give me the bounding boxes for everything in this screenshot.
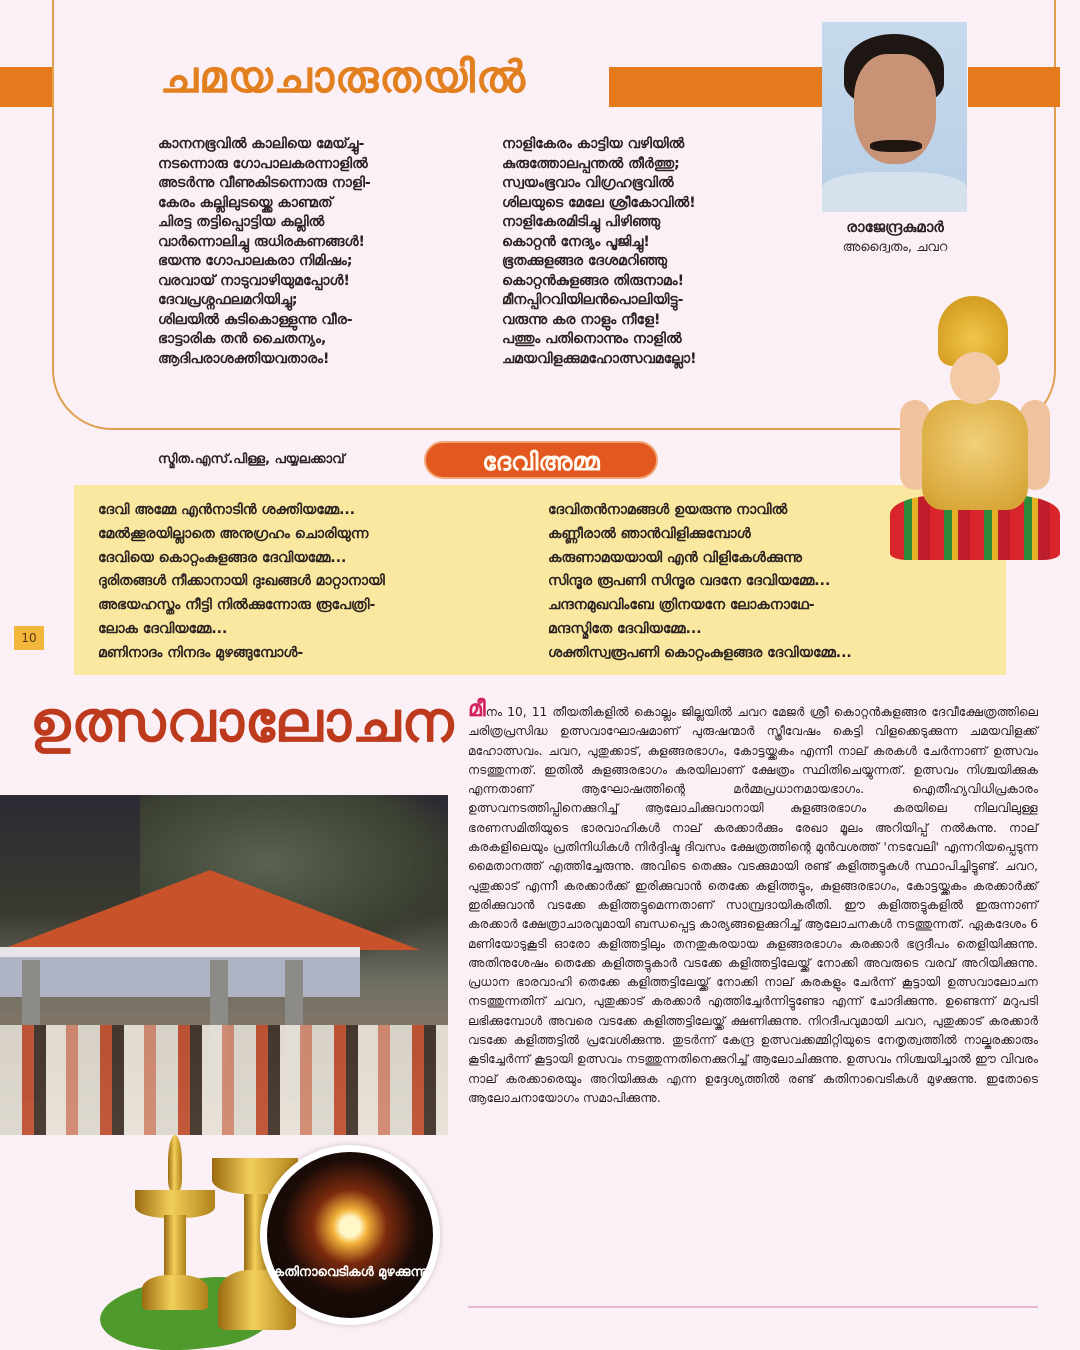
poem2-column-right	[548, 499, 852, 666]
page-number: 10	[14, 626, 44, 650]
poem-line: ഭൂതക്കുളങ്ങര ദേശമറിഞ്ഞു	[502, 253, 667, 269]
poem-line: അടർന്നു വീണുകിടന്നൊരു നാളി-	[158, 175, 371, 191]
poem2-byline: സ്മിത.എസ്.പിള്ള, പയ്യലക്കാവ്	[158, 452, 345, 467]
temple-roof	[0, 870, 420, 950]
poem-line: കാനനഭൂവിൽ കാലിയെ മേയ്ച്ചു-	[158, 136, 365, 152]
poem-line: കുരുത്തോലപ്പന്തൽ തീർത്തു;	[502, 155, 680, 172]
poem-line: ആദിപരാശക്തിയവതാരം!	[158, 350, 330, 367]
poem-line: അഭയഹസ്തം നീട്ടി നിൽക്കുന്നോരു രൂപേത്രി-	[98, 597, 376, 614]
poem2-title-badge: ദേവിഅമ്മ	[424, 441, 658, 479]
poem-line: ദുരിതങ്ങൾ നീക്കാനായി ദുഃഖങ്ങൾ മാറ്റാനായി	[98, 573, 385, 590]
poem-line: കൊറ്റൻകുളങ്ങര തിരുനാമം!	[502, 272, 684, 289]
temple-scene-photo	[0, 795, 448, 1135]
author-photo	[822, 22, 967, 212]
article-divider	[468, 1306, 1038, 1308]
poem-line: ഭാട്ടാരിക തൻ ചൈതന്യം,	[158, 331, 327, 347]
lamp-cup	[135, 1190, 215, 1218]
poem-line: മേൽക്കൂരയില്ലാതെ അനുഗ്രഹം ചൊരിയുന്ന	[98, 525, 369, 542]
lamp-finial	[168, 1135, 182, 1190]
deity-body	[922, 400, 1028, 510]
author-photo-mustache	[870, 140, 922, 152]
poem-line: ചന്ദനമുഖവിംബേ ത്രിനയനേ ലോകനാഥേ-	[548, 597, 815, 614]
poem1-title: ചമയചാരുതയിൽ	[160, 52, 526, 103]
poem-line: ലോക ദേവിയമ്മേ...	[98, 620, 228, 637]
poem2-column-left	[98, 499, 385, 666]
poem1-column-left	[158, 135, 371, 369]
article-text: നം 10, 11 തീയതികളിൽ കൊല്ലം ജില്ലയിൽ ചവറ മേജർ ശ്രീ കൊറ്റൻകുളങ്ങര ദേവീക്ഷേത്രത്തിലെ ചരിത്രപ്രസിദ്ധ ഉത്സവാഘോഷമാണ് പുരുഷന്മാർ സ്ത്രീവേഷം കെട്ടി വിളക്കെടുക്കുന്ന ചമയവിളക്ക് മഹോത്സവം. ചവറ, പുതുക്കാട്, കുളങ്ങരഭാഗം, കോട്ടയ്ക്കകം എന്നീ നാല് കരകൾ ചേർന്നാണ് ഉത്സവം നടത്തുന്നത്. ഇതിൽ കുളങ്ങരഭാഗം കരയിലാണ് ക്ഷേത്രം സ്ഥിതിചെയ്യുന്നത്. ഉത്സവം നിശ്ചയിക്കുക എന്നതാണ് ആഘോഷത്തിന്റെ മർമ്മപ്രധാനമായഭാഗം. ഐതീഹ്യവിധിപ്രകാരം ഉത്സവനടത്തിപ്പിനെക്കുറിച്ച് ആലോചിക്കുവാനായി കുളങ്ങരഭാഗം കരയിലെ നിലവിലുള്ള ഭരണസമിതിയുടെ ഭാരവാഹികൾ നാല് കരക്കാർക്കും രേഖാ മൂലം അറിയിപ്പ് നൽകുന്നു. നാല് കരകളിലെയും പ്രതിനിധികൾ നിർദ്ദിഷ്ട ദിവസം ക്ഷേത്രത്തിന്റെ മുൻവശത്ത് 'നടവേലി' എന്നറിയപ്പെടുന്ന മൈതാനത്ത് എത്തിച്ചേരുന്നു. അവിടെ തെക്കും വടക്കുമായി രണ്ട് കളിത്തട്ടുകൾ സ്ഥാപിച്ചിട്ടുണ്ട്. ചവറ, പുതുക്കാട് എന്നീ കരക്കാർക്ക് ഇരിക്കുവാൻ തെക്കേ കളിത്തട്ടും, കുളങ്ങരഭാഗം, കോട്ടയ്ക്കകം കരക്കാർക്ക് ഇരിക്കുവാൻ വടക്കേ കളിത്തട്ടുമെന്നതാണ് സാമ്പ്രദായികരീതി. ഈ കളിത്തട്ടുകളിൽ ഇരുന്നാണ് കരക്കാർ ക്ഷേത്രാചാരവുമായി ബന്ധപ്പെട്ട കാര്യങ്ങളെക്കുറിച്ച് ആലോചനകൾ നടത്തുന്നത്. ഏകദേശം 6 മണിയോടുകൂടി ഓരോ കളിത്തട്ടിലും തനതുകരയായ കുളങ്ങരഭാഗം കരക്കാർ ഭദ്രദീപം തെളിയിക്കുന്നു. അതിനുശേഷം തെക്കേ കളിത്തട്ടുകാർ വടക്കേ കളിത്തട്ടിലേയ്ക്ക് നോക്കി അവരുടെ വരവ് അറിയിക്കുന്നു. പ്രധാന ഭാരവാഹി തെക്കേ കളിത്തട്ടിലേയ്ക്ക് നോക്കി നാല് കരകളും ചേർന്ന് കൂട്ടായി ഉത്സവാലോചന നടത്തുന്നതിന് ചവറ, പുതുക്കാട് കരക്കാർ എത്തിച്ചേർന്നിട്ടുണ്ടോ എന്ന് ചോദിക്കുന്നു. ഉണ്ടെന്ന് മറുപടി ലഭിക്കുമ്പോൾ അവരെ വടക്കേ കളിത്തട്ടിലേയ്ക്ക് ക്ഷണിക്കുന്നു. നിറദീപവുമായി ചവറ, പുതുക്കാട് കരക്കാർ വടക്കേ കളിത്തട്ടിൽ പ്രവേശിക്കുന്നു. തുടർന്ന് കേന്ദ്ര ഉത്സവക്കമ്മിറ്റിയുടെ നേതൃത്വത്തിൽ നാല്കരക്കാരും കൂടിച്ചേർന്ന് കൂട്ടായി ഉത്സവം നടത്തുന്നതിനെക്കുറിച്ച് ആലോചിക്കുന്നു. ഉത്സവം നിശ്ചയിച്ചാൽ ഈ വിവരം നാല് കരക്കാരെയും അറിയിക്കുക എന്ന ഉദ്ദേശ്യത്തിൽ രണ്ട് കതിനാവെടികൾ മുഴക്കുന്നു. ഇതോടെ ആലോചനായോഗം സമാപിക്കുന്നു.	[468, 705, 1038, 1105]
poem-line: നടന്നൊരു ഗോപാലകരന്നാളിൽ	[158, 155, 368, 172]
article-body	[468, 697, 1038, 1108]
poem-line: സ്വയംഭൂവാം വിഗ്രഹഭൂവിൽ	[502, 175, 674, 191]
poem-line: ശിലയുടെ മേലേ ശ്രീകോവിൽ!	[502, 194, 696, 211]
poem-line: ചമയവിളക്കുമഹോത്സവമല്ലോ!	[502, 350, 697, 367]
poem2-box	[74, 485, 1006, 675]
poem-line: ചിരട്ട തട്ടിപ്പൊട്ടിയ കല്ലിൽ	[158, 214, 325, 230]
poem-line: കണ്ണീരാൽ ഞാൻവിളിക്കുമ്പോൾ	[548, 525, 751, 542]
poem-line: ശിലയിൽ കുടികൊള്ളുന്നു വീര-	[158, 311, 353, 328]
decorative-bar	[609, 67, 822, 107]
author-name: രാജേന്ദ്രകുമാർ	[846, 218, 944, 236]
article-headline: ഉത്സവാലോചന	[30, 690, 455, 755]
article-dropcap: മീ	[468, 697, 486, 722]
poem-line: സിന്ദൂര രൂപണി സിന്ദൂര വദനേ ദേവിയമ്മേ...	[548, 573, 831, 590]
deity-face	[950, 352, 1000, 404]
poem-line: വരുന്നു കര നാളും നീളേ!	[502, 311, 661, 328]
fireworks-caption: കതിനാവെടികൾ മുഴക്കുന്നു	[271, 1265, 429, 1280]
poem-line: ദേവിയെ കൊറ്റംകുളങ്ങര ദേവിയമ്മേ...	[98, 549, 347, 566]
poem-line: മണിനാദം നിനദം മുഴങ്ങുമ്പോൾ-	[98, 644, 304, 661]
temple-ceiling	[0, 957, 360, 997]
temple-eave	[0, 947, 360, 957]
poem-line: ശക്തിസ്വരൂപണി കൊറ്റംകുളങ്ങര ദേവിയമ്മേ...	[548, 644, 852, 661]
poem-line: കൊറ്റൻ നേദ്യം പൂജിച്ചു!	[502, 233, 650, 250]
poem-line: ദേവി അമ്മേ എൻനാടിൻ ശക്തിയമ്മേ...	[98, 502, 356, 518]
poem-line: ഭയന്നു ഗോപാലകരാ നിമിഷം;	[158, 253, 353, 269]
decorative-bar	[0, 67, 52, 107]
poem-line: കരുണാമയയായി എൻ വിളികേൾക്കുന്നു	[548, 549, 802, 566]
poem-line: നാളികേരമിടിച്ചു പിഴിഞ്ഞു	[502, 214, 661, 230]
poem-line: ദേവപ്രശ്നഫലമറിയിച്ചു;	[158, 292, 298, 308]
brass-lamps-image	[60, 1110, 260, 1350]
fireworks-photo	[260, 1145, 440, 1325]
poem-line: വാർന്നൊലിച്ചു രുധിരകണങ്ങൾ!	[158, 233, 365, 250]
poem-line: കേരം കല്ലിലുടയ്ക്കെ കാണ്മത്	[158, 194, 333, 211]
author-photo-shirt	[822, 172, 967, 212]
author-place: അദ്വൈതം, ചവറ	[842, 240, 948, 255]
poem-line: പത്തും പതിനൊന്നും നാളിൽ	[502, 331, 682, 347]
poem-line: ദേവിതൻനാമങ്ങൾ ഉയരുന്നു നാവിൽ	[548, 502, 788, 518]
poem-line: മീനപ്പിറവിയിലൻപൊലിയിട്ടു-	[502, 292, 684, 308]
poem-line: മന്ദസ്മിതേ ദേവിയമ്മേ...	[548, 620, 702, 637]
poem-line: നാളികേരം കാട്ടിയ വഴിയിൽ	[502, 136, 685, 152]
poem-line: വരവായ് നാടുവാഴിയുമപ്പോൾ!	[158, 272, 350, 289]
decorative-bar	[968, 67, 1060, 107]
poem1-column-right	[502, 135, 697, 369]
deity-illustration	[880, 290, 1070, 565]
lamp-base	[142, 1275, 208, 1310]
